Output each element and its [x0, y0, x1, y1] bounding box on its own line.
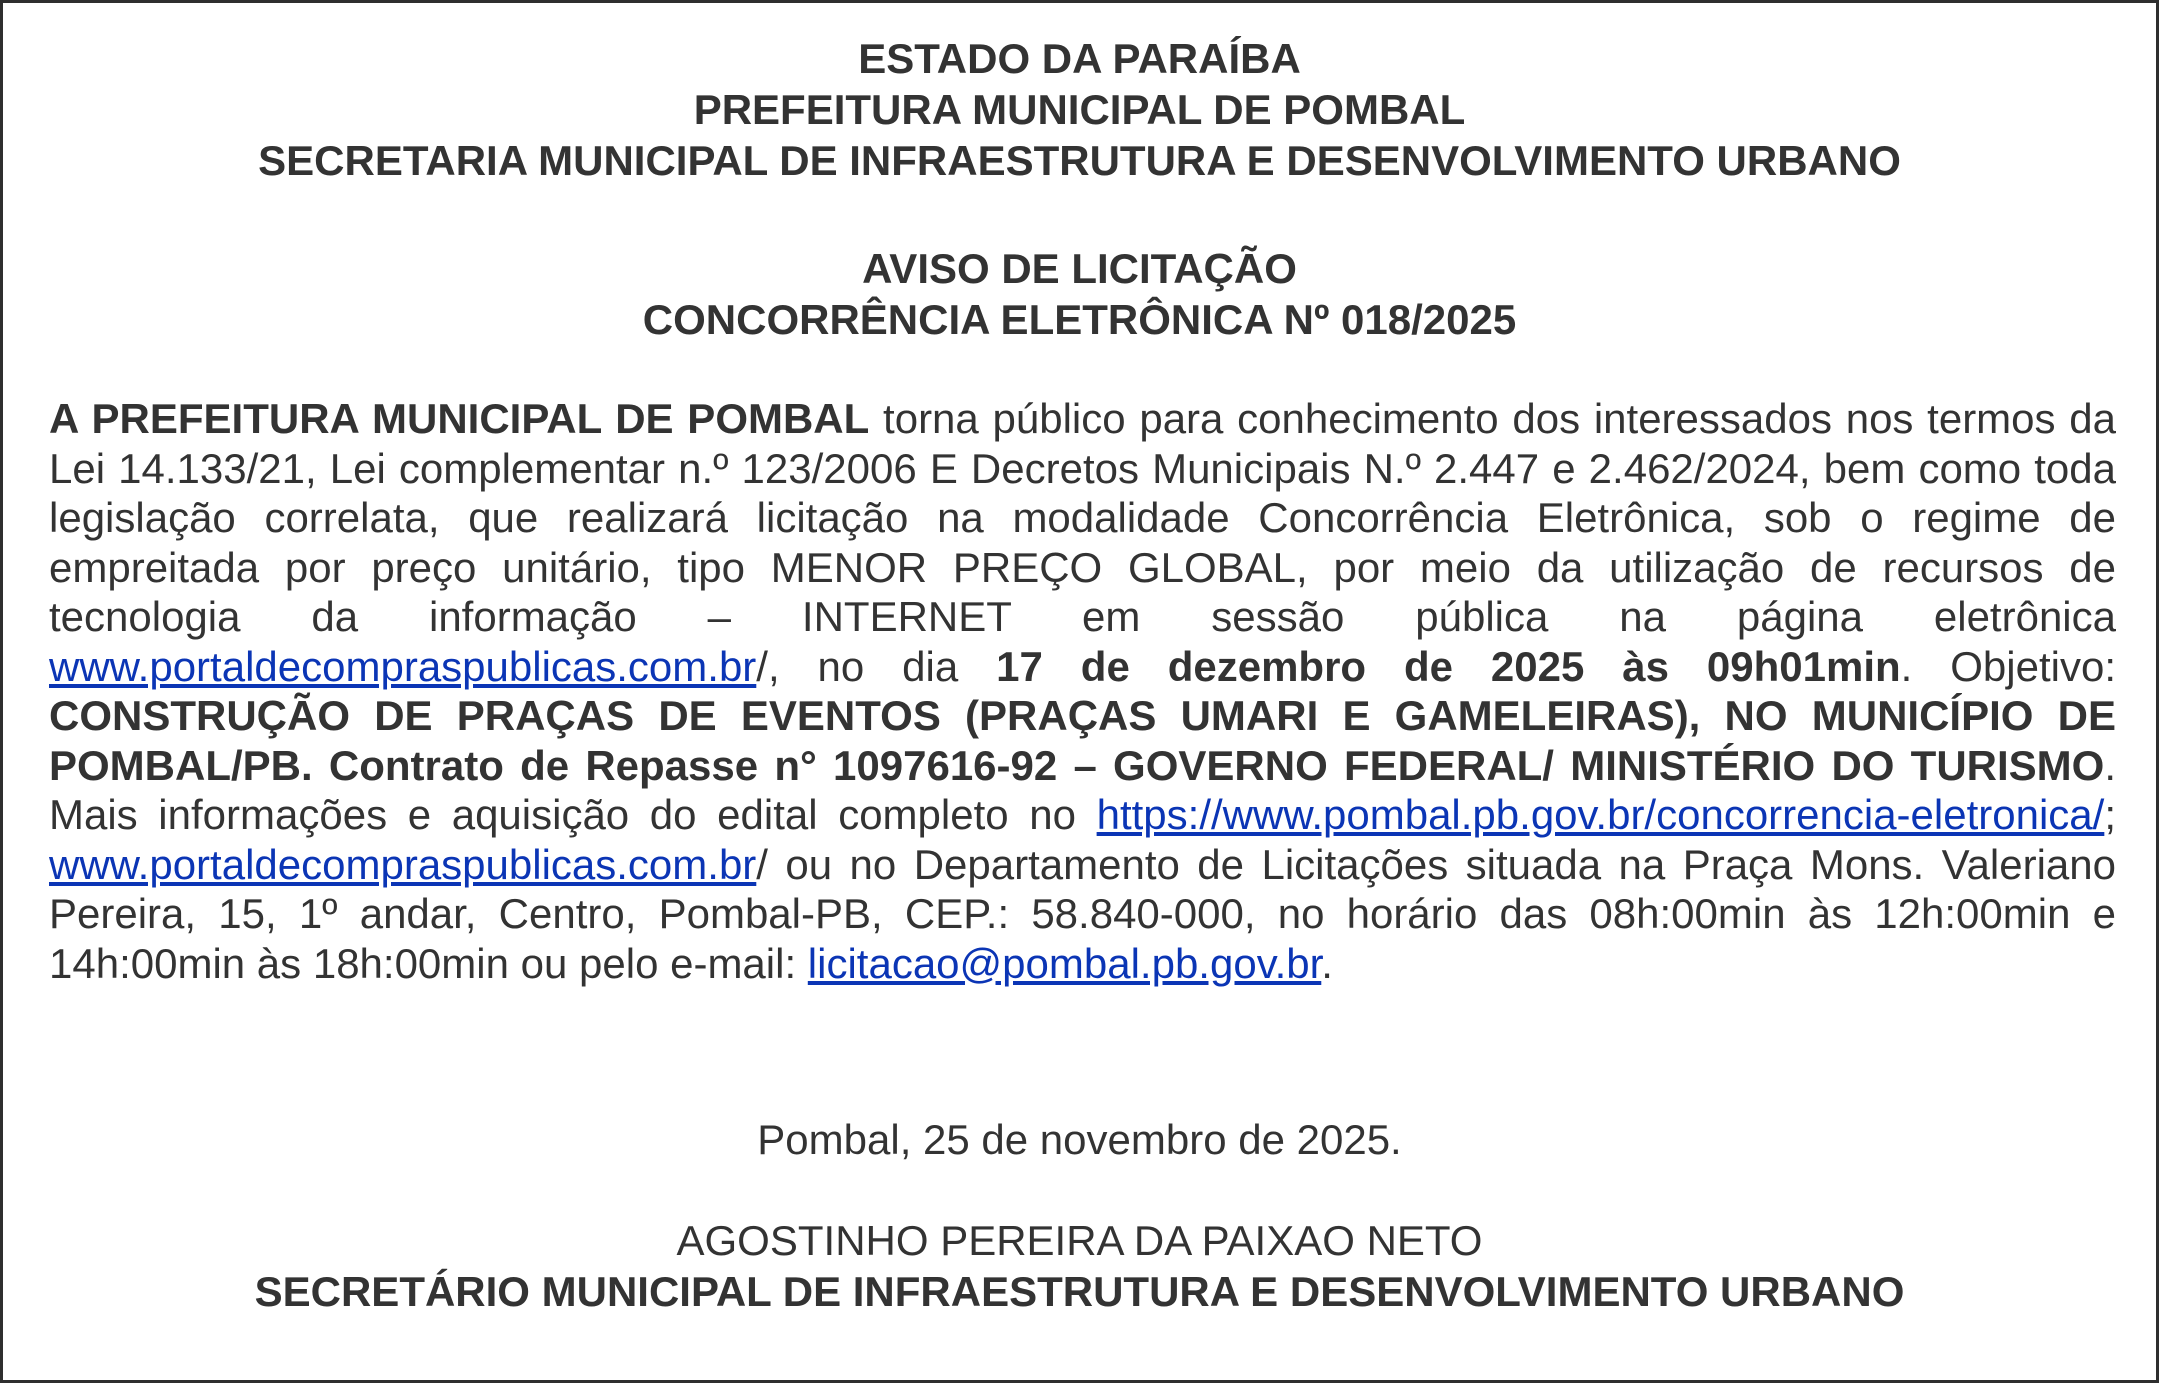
notice-paragraph: [49, 394, 2116, 988]
body-text-3: . Objetivo:: [1900, 642, 2116, 690]
notice-subtitle: CONCORRÊNCIA ELETRÔNICA Nº 018/2025: [642, 296, 1517, 343]
notice-body: [49, 394, 2116, 988]
objective-text: CONSTRUÇÃO DE PRAÇAS DE EVENTOS (PRAÇAS UMARI E GAMELEIRAS), NO MUNICÍPIO DE POMBAL/PB. Contrato de Repasse n° 1097616-92 – GOVERNO FEDERAL/ MINISTÉRIO DO TURISMO: [49, 692, 2116, 789]
state-name: ESTADO DA PARAÍBA: [858, 35, 1301, 82]
body-text-2: /, no dia: [756, 642, 997, 690]
portal-link-2[interactable]: www.portaldecompraspublicas.com.br: [49, 840, 757, 888]
body-text-1: torna público para conhecimento dos interessados nos termos da Lei 14.133/21, Lei complementar n.º 123/2006 E Decretos Municipais N.º 2.447 e 2.462/2024, bem como toda legislação correlata, que realizará licitação na modalidade Concorrência Eletrônica, sob o regime de empreitada por preço unitário, tipo MENOR PREÇO GLOBAL, por meio da utilização de recursos de tecnologia da informação – INTERNET em sessão pública na página eletrônica: [49, 395, 2116, 640]
notice-heading: [3, 243, 2156, 345]
email-link[interactable]: licitacao@pombal.pb.gov.br: [807, 939, 1322, 987]
secretariat-name: SECRETARIA MUNICIPAL DE INFRAESTRUTURA E DESENVOLVIMENTO URBANO: [258, 137, 1901, 184]
portal-link[interactable]: www.portaldecompraspublicas.com.br: [49, 642, 757, 690]
signer-role: SECRETÁRIO MUNICIPAL DE INFRAESTRUTURA E DESENVOLVIMENTO URBANO: [254, 1268, 1905, 1315]
document-header: [3, 33, 2156, 186]
city-hall-name: PREFEITURA MUNICIPAL DE POMBAL: [693, 86, 1466, 133]
notice-title: AVISO DE LICITAÇÃO: [862, 245, 1297, 292]
pombal-procurement-link[interactable]: https://www.pombal.pb.gov.br/concorrencia-eletronica/: [1096, 791, 2105, 838]
lead-bold-text: A PREFEITURA MUNICIPAL DE POMBAL: [49, 395, 870, 442]
body-text-7: .: [1321, 939, 1333, 987]
signature-block: [3, 1215, 2156, 1317]
session-date: 17 de dezembro de 2025 às 09h01min: [996, 642, 1901, 690]
body-text-5: ;: [2104, 791, 2116, 838]
signer-name: AGOSTINHO PEREIRA DA PAIXAO NETO: [676, 1217, 1483, 1264]
body-text-6: / ou no Departamento de Licitações situada na Praça Mons. Valeriano Pereira, 15, 1º andar, Centro, Pombal-PB, CEP.: 58.840-000, no horário das 08h:00min às 12h:00min e 14h:00min às 18h:00min ou pelo e-mail:: [49, 840, 2116, 987]
body-text-4: . Mais informações e aquisição do edital completo no: [49, 741, 2116, 838]
document-date: Pombal, 25 de novembro de 2025.: [757, 1116, 1402, 1163]
